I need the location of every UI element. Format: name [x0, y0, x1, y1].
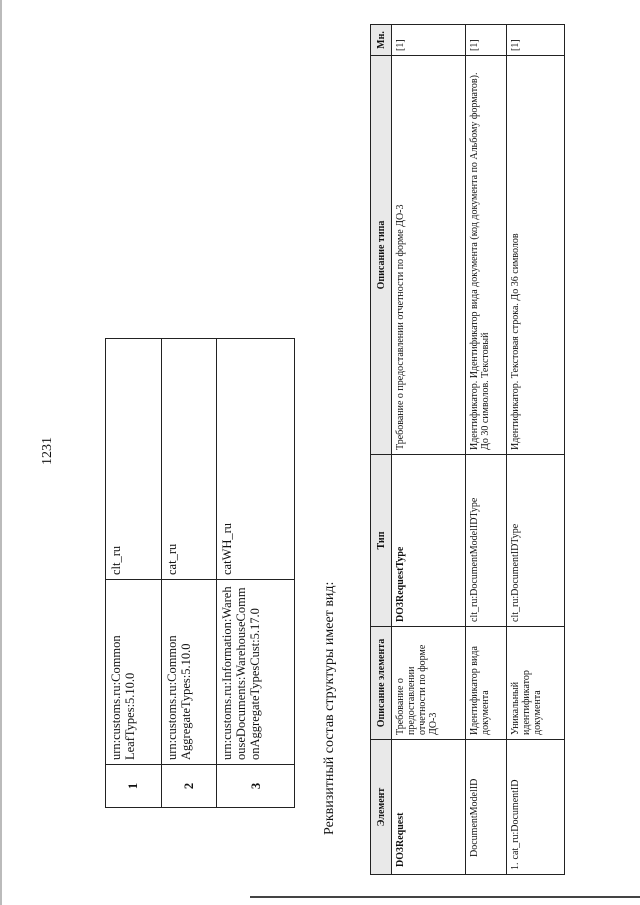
table-row [465, 25, 507, 875]
table-row [217, 339, 295, 808]
cell-element-desc: Уникальный идентификатор документа [507, 627, 565, 740]
header-type: Тип [371, 455, 392, 627]
cell-type: clt_ru:DocumentModelIDType [465, 455, 507, 627]
cell-element [465, 740, 507, 875]
cell-type-desc: Требование о предоставлении отчетности по форме ДО-3 [392, 56, 466, 455]
element-name: DO3Request [395, 812, 406, 867]
cell-multiplicity: [1] [465, 25, 507, 56]
ns-prefix: cat_ru [161, 339, 217, 580]
cell-element [392, 740, 466, 875]
cell-element-desc: Идентификатор вида документа [465, 627, 507, 740]
element-name: DocumentModelID [468, 778, 480, 857]
cell-element-desc: Требование о предоставлении отчетности по форме ДО-3 [392, 627, 466, 740]
ns-uri: urn:customs.ru:Common LeafTypes:5.10.0 [106, 580, 162, 765]
header-element-desc: Описание элемента [371, 627, 392, 740]
structure-caption: Реквизитный состав структуры имеет вид: [322, 581, 337, 835]
cell-type-desc: Идентификатор. Текстовая строка. До 36 символов [507, 56, 565, 455]
cell-multiplicity: [1] [507, 25, 565, 56]
ns-prefix: clt_ru [106, 339, 162, 580]
table-row [392, 25, 466, 875]
cell-type-desc: Идентификатор. Идентификатор вида документа (код документа по Альбому форматов). До 30 символов. Текстовый [465, 56, 507, 455]
ns-uri: urn:customs.ru:Common AggregateTypes:5.10.0 [161, 580, 217, 765]
ns-row-number: 2 [161, 765, 217, 808]
table-row [161, 339, 217, 808]
scan-bottom-edge [250, 896, 640, 898]
ns-prefix: catWH_ru [217, 339, 295, 580]
ns-row-number: 1 [106, 765, 162, 808]
header-type-desc: Описание типа [371, 56, 392, 455]
ns-row-number: 3 [217, 765, 295, 808]
scan-left-edge [0, 0, 2, 905]
cell-type: clt_ru:DocumentIDType [507, 455, 565, 627]
namespace-table [105, 338, 295, 808]
table-row [507, 25, 565, 875]
cell-multiplicity: [1] [392, 25, 466, 56]
element-name: cat_ru:DocumentID [510, 779, 522, 860]
namespace-table-container [105, 338, 295, 808]
table-row [106, 339, 162, 808]
cell-element [507, 740, 565, 875]
cell-type: DO3RequestType [392, 455, 466, 627]
structure-table-container [370, 31, 565, 875]
row-number: 1. [510, 862, 522, 870]
header-element: Элемент [371, 740, 392, 875]
header-row [371, 25, 392, 875]
structure-table [370, 24, 565, 875]
page-number: 1231 [40, 437, 55, 465]
header-multiplicity: Мн. [371, 25, 392, 56]
ns-uri: urn:customs.ru:Information:WarehouseDocuments:WarehouseCommonAggregateTypesCust:5.17.0 [217, 580, 295, 765]
